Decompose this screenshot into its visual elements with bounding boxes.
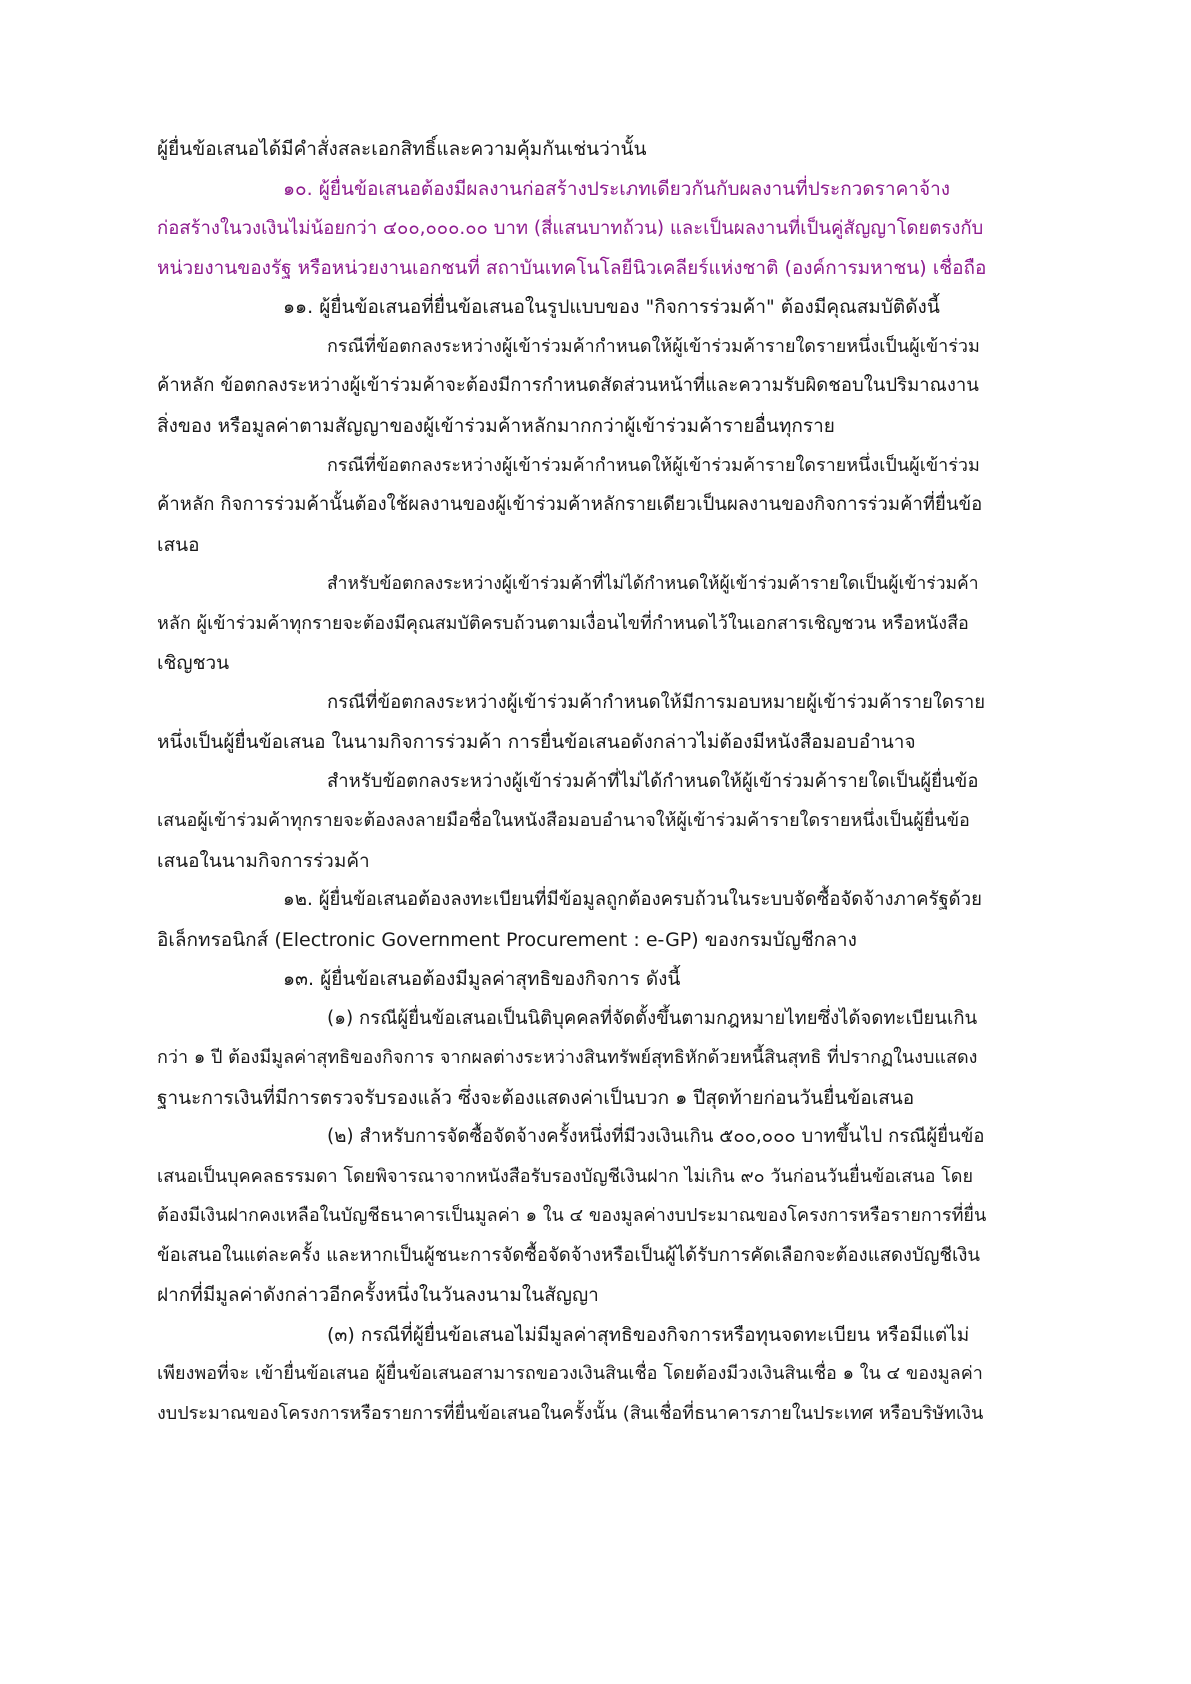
paragraph-line: กรณีที่ข้อตกลงระหว่างผู้เข้าร่วมค้ากำหนดให้ผู้เข้าร่วมค้ารายใดรายหนึ่งเป็นผู้เข้าร่วม (327, 336, 980, 357)
subclause-line: (๒) สำหรับการจัดซื้อจัดจ้างครั้งหนึ่งที่มีวงเงินเกิน ๕๐๐,๐๐๐ บาทขึ้นไป กรณีผู้ยื่นข้อ (327, 1126, 985, 1147)
paragraph-line: ต้องมีเงินฝากคงเหลือในบัญชีธนาคารเป็นมูลค่า ๑ ใน ๔ ของมูลค่างบประมาณของโครงการหรือรายการที่ยื่น (157, 1205, 987, 1226)
paragraph-line: กรณีที่ข้อตกลงระหว่างผู้เข้าร่วมค้ากำหนดให้ผู้เข้าร่วมค้ารายใดรายหนึ่งเป็นผู้เข้าร่วม (327, 455, 980, 476)
paragraph-line: หลัก ผู้เข้าร่วมค้าทุกรายจะต้องมีคุณสมบัติครบถ้วนตามเงื่อนไขที่กำหนดไว้ในเอกสารเชิญชวน หรือหนังสือ (157, 613, 969, 634)
subclause-line: (๓) กรณีที่ผู้ยื่นข้อเสนอไม่มีมูลค่าสุทธิของกิจการหรือทุนจดทะเบียน หรือมีแต่ไม่ (327, 1324, 970, 1346)
paragraph-line: ค้าหลัก กิจการร่วมค้านั้นต้องใช้ผลงานของผู้เข้าร่วมค้าหลักรายเดียวเป็นผลงานของกิจการร่วมค้าที่ยื่นข้อ (157, 494, 983, 515)
paragraph-line: เสนอ (157, 534, 200, 556)
paragraph-line: ฝากที่มีมูลค่าดังกล่าวอีกครั้งหนึ่งในวันลงนามในสัญญา (157, 1284, 599, 1306)
paragraph-line: เสนอผู้เข้าร่วมค้าทุกรายจะต้องลงลายมือชื่อในหนังสือมอบอำนาจให้ผู้เข้าร่วมค้ารายใดรายหนึ่งเป็นผู้ยื่นข้อ (157, 810, 970, 831)
clause-13-heading: ๑๓. ผู้ยื่นข้อเสนอต้องมีมูลค่าสุทธิของกิจการ ดังนี้ (283, 968, 681, 990)
paragraph-line: งบประมาณของโครงการหรือรายการที่ยื่นข้อเสนอในครั้งนั้น (สินเชื่อที่ธนาคารภายในประเทศ หรือบริษัทเงิน (157, 1403, 984, 1424)
paragraph-line: ข้อเสนอในแต่ละครั้ง และหากเป็นผู้ชนะการจัดซื้อจัดจ้างหรือเป็นผู้ได้รับการคัดเลือกจะต้องแสดงบัญชีเงิน (157, 1245, 981, 1266)
paragraph-line: ผู้ยื่นข้อเสนอได้มีคำสั่งสละเอกสิทธิ์และความคุ้มกันเช่นว่านั้น (157, 138, 647, 160)
paragraph-line: สำหรับข้อตกลงระหว่างผู้เข้าร่วมค้าที่ไม่ได้กำหนดให้ผู้เข้าร่วมค้ารายใดเป็นผู้เข้าร่วมค้า (327, 574, 979, 594)
clause-10-line: หน่วยงานของรัฐ หรือหน่วยงานเอกชนที่ สถาบันเทคโนโลยีนิวเคลียร์แห่งชาติ (องค์การมหาชน) เชื่อถือ (157, 257, 987, 279)
paragraph-line: กรณีที่ข้อตกลงระหว่างผู้เข้าร่วมค้ากำหนดให้มีการมอบหมายผู้เข้าร่วมค้ารายใดราย (327, 692, 986, 713)
paragraph-line: เสนอเป็นบุคคลธรรมดา โดยพิจารณาจากหนังสือรับรองบัญชีเงินฝาก ไม่เกิน ๙๐ วันก่อนวันยื่นข้อเสนอ โดย (157, 1166, 974, 1187)
clause-11-heading: ๑๑. ผู้ยื่นข้อเสนอที่ยื่นข้อเสนอในรูปแบบของ "กิจการร่วมค้า" ต้องมีคุณสมบัติดังนี้ (283, 296, 940, 318)
paragraph-line: สิ่งของ หรือมูลค่าตามสัญญาของผู้เข้าร่วมค้าหลักมากกว่าผู้เข้าร่วมค้ารายอื่นทุกราย (157, 415, 835, 437)
paragraph-line: เพียงพอที่จะ เข้ายื่นข้อเสนอ ผู้ยื่นข้อเสนอสามารถขอวงเงินสินเชื่อ โดยต้องมีวงเงินสินเชื่อ ๑ ใน ๔ ของมูลค่า (157, 1363, 983, 1384)
paragraph-line: เชิญชวน (157, 652, 230, 674)
clause-12-heading: ๑๒. ผู้ยื่นข้อเสนอต้องลงทะเบียนที่มีข้อมูลถูกต้องครบถ้วนในระบบจัดซื้อจัดจ้างภาครัฐด้วย (283, 889, 982, 910)
paragraph-line: อิเล็กทรอนิกส์ (Electronic Government Procurement : e-GP) ของกรมบัญชีกลาง (157, 929, 857, 951)
clause-10-line: ก่อสร้างในวงเงินไม่น้อยกว่า ๔๐๐,๐๐๐.๐๐ บาท (สี่แสนบาทถ้วน) และเป็นผลงานที่เป็นคู่สัญญาโดยตรงกับ (157, 218, 984, 239)
clause-10-line: ๑๐. ผู้ยื่นข้อเสนอต้องมีผลงานก่อสร้างประเภทเดียวกันกับผลงานที่ประกวดราคาจ้าง (283, 178, 951, 200)
paragraph-line: ค้าหลัก ข้อตกลงระหว่างผู้เข้าร่วมค้าจะต้องมีการกำหนดสัดส่วนหน้าที่และความรับผิดชอบในปริมาณงาน (157, 375, 979, 396)
paragraph-line: กว่า ๑ ปี ต้องมีมูลค่าสุทธิของกิจการ จากผลต่างระหว่างสินทรัพย์สุทธิหักด้วยหนี้สินสุทธิ ที่ปรากฏในงบแสดง (157, 1047, 978, 1068)
paragraph-line: เสนอในนามกิจการร่วมค้า (157, 850, 370, 872)
paragraph-line: สำหรับข้อตกลงระหว่างผู้เข้าร่วมค้าที่ไม่ได้กำหนดให้ผู้เข้าร่วมค้ารายใดเป็นผู้ยื่นข้อ (327, 771, 979, 792)
paragraph-line: หนึ่งเป็นผู้ยื่นข้อเสนอ ในนามกิจการร่วมค้า การยื่นข้อเสนอดังกล่าวไม่ต้องมีหนังสือมอบอำนาจ (157, 731, 916, 753)
paragraph-line: ฐานะการเงินที่มีการตรวจรับรองแล้ว ซึ่งจะต้องแสดงค่าเป็นบวก ๑ ปีสุดท้ายก่อนวันยื่นข้อเสนอ (157, 1087, 915, 1109)
subclause-line: (๑) กรณีผู้ยื่นข้อเสนอเป็นนิติบุคคลที่จัดตั้งขึ้นตามกฎหมายไทยซึ่งได้จดทะเบียนเกิน (327, 1008, 978, 1029)
